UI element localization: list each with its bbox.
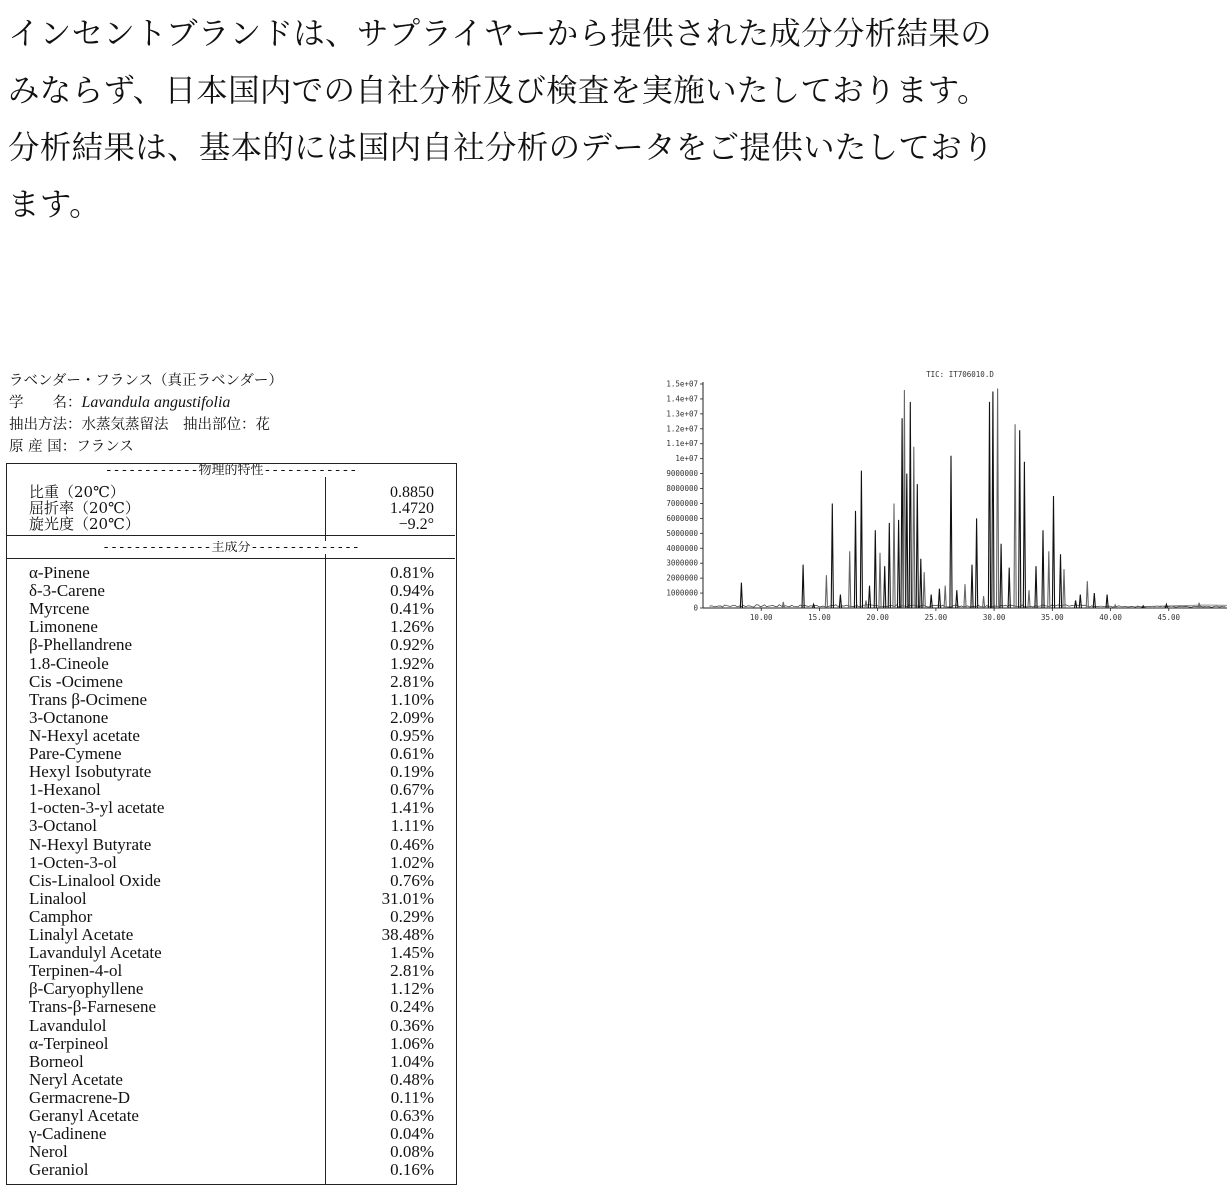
component-name: Trans-β-Farnesene bbox=[29, 997, 156, 1017]
component-row bbox=[7, 727, 455, 745]
component-name: 1.8-Cineole bbox=[29, 653, 109, 673]
component-row bbox=[7, 781, 455, 799]
component-name: N-Hexyl acetate bbox=[29, 725, 140, 745]
component-percent: 0.81% bbox=[390, 563, 434, 582]
component-row bbox=[7, 673, 455, 691]
x-tick-label: 40.00 bbox=[1099, 613, 1122, 622]
component-name: Terpinen-4-ol bbox=[29, 961, 123, 981]
component-name: Geraniol bbox=[29, 1160, 89, 1180]
chromatogram-peak bbox=[909, 402, 911, 608]
intro-line: 分析結果は、基本的には国内自社分析のデータをご提供いたしており bbox=[8, 130, 994, 166]
chromatogram-peak bbox=[1028, 590, 1030, 608]
chromatogram-peak bbox=[1048, 551, 1050, 608]
component-name: Nerol bbox=[29, 1142, 68, 1162]
component-row bbox=[7, 582, 455, 600]
component-percent: 1.04% bbox=[390, 1051, 434, 1071]
property-name: 屈折率（20℃） bbox=[29, 499, 140, 517]
component-name: α-Terpineol bbox=[29, 1033, 109, 1053]
chromatogram-peak bbox=[997, 389, 999, 609]
component-percent: 0.16% bbox=[390, 1160, 434, 1180]
component-row bbox=[7, 655, 455, 673]
component-name: N-Hexyl Butyrate bbox=[29, 834, 152, 854]
component-row bbox=[7, 799, 455, 817]
physical-section-label: 物理的特性 bbox=[198, 464, 264, 477]
component-row bbox=[7, 1143, 455, 1161]
component-row bbox=[7, 962, 455, 980]
chart-title: TIC: IT706010.D bbox=[926, 370, 994, 379]
chromatogram-peak bbox=[849, 551, 851, 608]
x-tick-label: 35.00 bbox=[1041, 613, 1064, 622]
component-name: α-Pinene bbox=[29, 563, 90, 582]
property-value: 1.4720 bbox=[390, 500, 434, 517]
component-percent: 0.08% bbox=[390, 1142, 434, 1162]
component-name: Cis-Linalool Oxide bbox=[29, 870, 161, 890]
analysis-sheet bbox=[9, 370, 459, 1180]
component-name: Linalool bbox=[29, 888, 87, 908]
component-percent: 0.36% bbox=[390, 1015, 434, 1035]
component-percent: 0.95% bbox=[390, 725, 434, 745]
component-percent: 2.09% bbox=[390, 707, 434, 727]
chromatogram-peak bbox=[893, 504, 895, 609]
chromatogram-peak bbox=[1086, 581, 1088, 608]
country-of-origin: 原 産 国：フランス bbox=[9, 439, 134, 455]
y-tick-label: 1.5e+07 bbox=[666, 379, 698, 389]
chromatogram-peak bbox=[1075, 601, 1077, 609]
chromatogram-peak bbox=[1019, 430, 1021, 608]
component-percent: 1.92% bbox=[390, 653, 434, 673]
component-name: Linalyl Acetate bbox=[29, 925, 134, 944]
y-tick-label: 1.2e+07 bbox=[666, 424, 698, 434]
chromatogram-peak bbox=[825, 575, 827, 608]
component-percent: 0.46% bbox=[390, 834, 434, 854]
y-tick-label: 8000000 bbox=[666, 484, 698, 494]
property-value: −9.2° bbox=[398, 516, 434, 533]
chromatogram-peak bbox=[1052, 496, 1054, 608]
chromatogram-peak bbox=[1035, 566, 1037, 608]
y-tick-label: 1000000 bbox=[666, 588, 698, 598]
component-name: δ-3-Carene bbox=[29, 581, 105, 601]
component-name: β-Phellandrene bbox=[29, 635, 133, 655]
component-row bbox=[7, 636, 455, 654]
component-percent: 0.63% bbox=[390, 1106, 434, 1125]
component-percent: 1.41% bbox=[390, 798, 434, 818]
chromatogram-peak bbox=[1059, 554, 1061, 608]
component-name: 1-Hexanol bbox=[29, 780, 101, 800]
y-tick-label: 5000000 bbox=[666, 528, 698, 538]
chromatogram-peak bbox=[898, 520, 900, 608]
x-tick-label: 25.00 bbox=[924, 613, 948, 622]
analysis-table bbox=[6, 463, 457, 1185]
component-name: Geranyl Acetate bbox=[29, 1106, 139, 1125]
components-section-header: --------------主成分-------------- bbox=[7, 541, 455, 554]
component-percent: 2.81% bbox=[390, 961, 434, 981]
chromatogram-peak bbox=[888, 523, 890, 608]
y-tick-label: 7000000 bbox=[666, 498, 698, 508]
chromatogram-peak bbox=[1008, 568, 1010, 608]
component-row bbox=[7, 908, 455, 926]
chromatogram-peak bbox=[913, 447, 915, 608]
chromatogram-peak bbox=[950, 456, 952, 608]
component-name: 1-octen-3-yl acetate bbox=[29, 798, 165, 818]
chromatogram-peak bbox=[854, 511, 856, 608]
component-name: 1-Octen-3-ol bbox=[29, 852, 117, 872]
component-row bbox=[7, 763, 455, 781]
component-row bbox=[7, 618, 455, 636]
component-row bbox=[7, 691, 455, 709]
chromatogram-peak bbox=[884, 566, 886, 608]
y-tick-label: 0 bbox=[693, 603, 698, 613]
chromatogram-peak bbox=[1063, 569, 1065, 608]
component-row bbox=[7, 1035, 455, 1053]
component-row bbox=[7, 1071, 455, 1089]
component-row bbox=[7, 1053, 455, 1071]
components-section-label: 主成分 bbox=[211, 541, 251, 554]
component-percent: 1.06% bbox=[390, 1033, 434, 1053]
property-name: 旋光度（20℃） bbox=[29, 515, 140, 533]
component-row bbox=[7, 600, 455, 618]
component-percent: 0.41% bbox=[390, 599, 434, 619]
physical-row bbox=[7, 516, 455, 533]
component-row bbox=[7, 1107, 455, 1125]
x-tick-label: 15.00 bbox=[808, 613, 831, 622]
chromatogram-peak bbox=[976, 518, 978, 608]
component-percent: 1.02% bbox=[390, 852, 434, 872]
component-percent: 0.67% bbox=[390, 780, 434, 800]
component-row bbox=[7, 817, 455, 835]
component-percent: 0.29% bbox=[390, 906, 434, 926]
component-name: Camphor bbox=[29, 906, 93, 926]
y-tick-label: 9000000 bbox=[666, 469, 698, 479]
physical-section-header: ------------物理的特性------------ bbox=[7, 464, 455, 477]
component-row bbox=[7, 745, 455, 763]
product-title: ラベンダー・フランス（真正ラベンダー） bbox=[9, 373, 283, 389]
component-row bbox=[7, 980, 455, 998]
component-name: 3-Octanone bbox=[29, 707, 109, 727]
chromatogram-peak bbox=[802, 565, 804, 608]
x-tick-label: 10.00 bbox=[749, 613, 773, 622]
y-tick-label: 4000000 bbox=[666, 543, 698, 553]
component-name: 3-Octanol bbox=[29, 816, 97, 836]
chromatogram-peak bbox=[831, 504, 833, 609]
chromatogram-peak bbox=[916, 484, 918, 608]
intro-line: インセントブランドは、サプライヤーから提供された成分分析結果の bbox=[8, 16, 992, 52]
y-tick-label: 1e+07 bbox=[675, 454, 698, 464]
intro-line: みならず、日本国内での自社分析及び検査を実施いたしております。 bbox=[8, 73, 989, 109]
component-percent: 0.61% bbox=[390, 744, 434, 763]
component-percent: 1.45% bbox=[390, 943, 434, 963]
component-name: Lavandulyl Acetate bbox=[29, 943, 162, 963]
scientific-name: Lavandula angustifolia bbox=[81, 394, 231, 411]
chromatogram-peak bbox=[1042, 530, 1044, 608]
y-tick-label: 1.1e+07 bbox=[666, 439, 698, 449]
component-name: Germacrene-D bbox=[29, 1087, 130, 1107]
component-name: β-Caryophyllene bbox=[29, 979, 144, 999]
chromatogram-peak bbox=[1079, 595, 1081, 608]
chromatogram-peak bbox=[906, 474, 908, 608]
chromatogram-peak bbox=[971, 565, 973, 608]
component-percent: 0.11% bbox=[390, 1087, 434, 1107]
y-tick-label: 1.3e+07 bbox=[666, 409, 698, 419]
chromatogram-chart bbox=[630, 368, 1227, 630]
component-name: Myrcene bbox=[29, 599, 90, 619]
intro-line: ます。 bbox=[8, 187, 101, 223]
component-row bbox=[7, 1089, 455, 1107]
component-percent: 0.19% bbox=[390, 762, 434, 782]
component-row bbox=[7, 564, 455, 582]
scientific-name-line bbox=[9, 392, 459, 414]
component-row bbox=[7, 1017, 455, 1035]
component-percent: 1.12% bbox=[390, 979, 434, 999]
section-rule bbox=[7, 535, 455, 536]
component-name: Cis -Ocimene bbox=[29, 671, 123, 691]
section-rule bbox=[7, 558, 455, 559]
component-name: Trans β-Ocimene bbox=[29, 689, 148, 709]
extraction-method: 抽出方法：水蒸気蒸留法 抽出部位：花 bbox=[9, 417, 270, 433]
component-name: γ-Cadinene bbox=[29, 1124, 107, 1144]
chromatogram-peak bbox=[782, 602, 784, 608]
chromatogram-peak bbox=[1014, 424, 1016, 608]
component-percent: 1.26% bbox=[390, 617, 434, 637]
component-percent: 1.10% bbox=[390, 689, 434, 709]
component-percent: 0.48% bbox=[390, 1069, 434, 1089]
component-row bbox=[7, 709, 455, 727]
scientific-name-label: 学 名： bbox=[9, 395, 82, 411]
chromatogram-peak bbox=[923, 572, 925, 608]
chromatogram-peak bbox=[813, 604, 815, 608]
chromatogram-peak bbox=[988, 402, 990, 608]
chromatogram-peak bbox=[874, 530, 876, 608]
component-row bbox=[7, 890, 455, 908]
component-name: Pare-Cymene bbox=[29, 744, 122, 763]
chromatogram-peak bbox=[992, 392, 994, 609]
component-row bbox=[7, 872, 455, 890]
component-percent: 0.24% bbox=[390, 997, 434, 1017]
chromatogram-peak bbox=[901, 418, 903, 608]
x-tick-label: 45.00 bbox=[1157, 613, 1181, 622]
chromatogram-peak bbox=[879, 553, 881, 608]
component-name: Neryl Acetate bbox=[29, 1069, 123, 1089]
y-tick-label: 1.4e+07 bbox=[666, 394, 698, 404]
component-percent: 0.76% bbox=[390, 870, 434, 890]
component-name: Borneol bbox=[29, 1051, 84, 1071]
component-percent: 2.81% bbox=[390, 671, 434, 691]
y-tick-label: 3000000 bbox=[666, 558, 698, 568]
chromatogram-peak bbox=[964, 584, 966, 608]
component-percent: 31.01% bbox=[381, 888, 434, 908]
chromatogram-peak bbox=[1023, 462, 1025, 608]
property-name: 比重（20℃） bbox=[29, 483, 125, 501]
chromatogram-svg bbox=[630, 368, 1227, 630]
chromatogram-peak bbox=[903, 390, 905, 608]
chromatogram-peak bbox=[938, 589, 940, 608]
property-value: 0.8850 bbox=[390, 484, 434, 501]
chromatogram-peak bbox=[1093, 593, 1095, 608]
chromatogram-peak bbox=[740, 583, 742, 608]
component-row bbox=[7, 998, 455, 1016]
chromatogram-peak bbox=[944, 586, 946, 608]
y-tick-label: 2000000 bbox=[666, 573, 698, 583]
component-percent: 0.92% bbox=[390, 635, 434, 655]
component-row bbox=[7, 836, 455, 854]
component-percent: 38.48% bbox=[381, 925, 434, 944]
component-row bbox=[7, 1161, 455, 1179]
chromatogram-peak bbox=[860, 471, 862, 608]
component-row bbox=[7, 926, 455, 944]
chromatogram-peak bbox=[1198, 603, 1200, 608]
chromatogram-peak bbox=[865, 601, 867, 609]
component-row bbox=[7, 944, 455, 962]
component-name: Limonene bbox=[29, 617, 98, 637]
component-name: Lavandulol bbox=[29, 1015, 107, 1035]
component-percent: 0.94% bbox=[390, 581, 434, 601]
chromatogram-peak bbox=[983, 596, 985, 608]
intro-text bbox=[8, 6, 1208, 234]
component-percent: 0.04% bbox=[390, 1124, 434, 1144]
chromatogram-peak bbox=[1000, 544, 1002, 608]
component-row bbox=[7, 1125, 455, 1143]
y-tick-label: 6000000 bbox=[666, 513, 698, 523]
chromatogram-peak bbox=[1165, 604, 1167, 608]
chromatogram-peak bbox=[920, 559, 922, 608]
component-name: Hexyl Isobutyrate bbox=[29, 762, 152, 782]
x-tick-label: 20.00 bbox=[866, 613, 889, 622]
x-tick-label: 30.00 bbox=[982, 613, 1006, 622]
component-row bbox=[7, 854, 455, 872]
component-percent: 1.11% bbox=[390, 816, 434, 836]
